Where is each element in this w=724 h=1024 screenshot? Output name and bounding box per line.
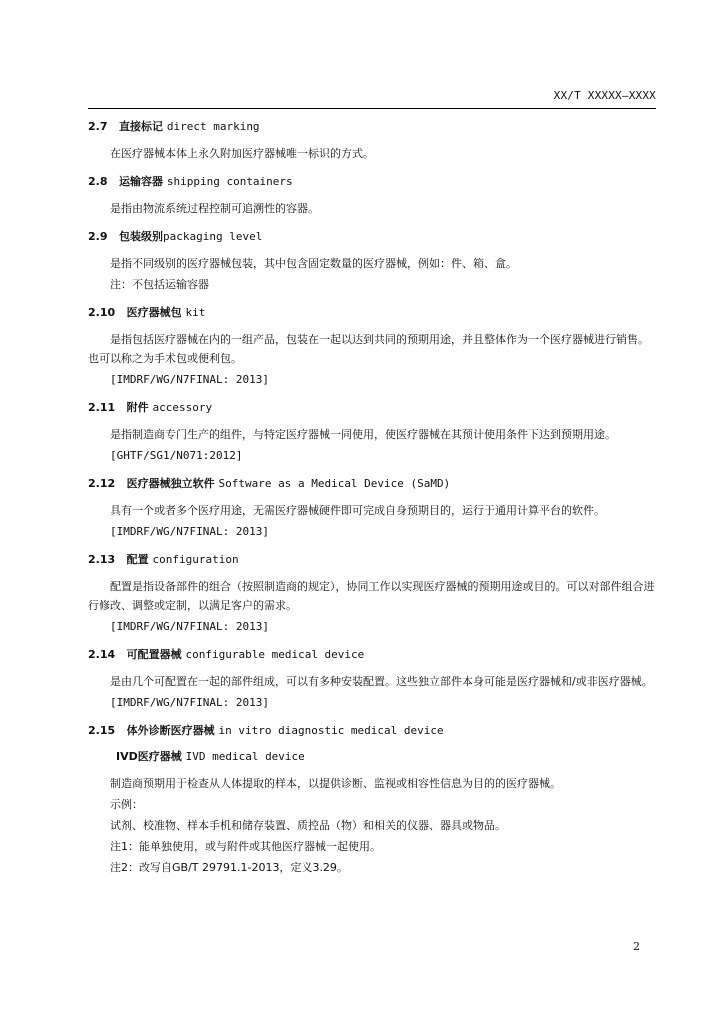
term-zh: 配置 bbox=[126, 553, 149, 566]
header-rule bbox=[88, 108, 656, 109]
synonym-zh: IVD医疗器械 bbox=[116, 750, 182, 763]
term-heading bbox=[88, 304, 656, 322]
reference-citation: [IMDRF/WG/N7FINAL: 2013] bbox=[110, 373, 269, 386]
term-number: 2.11 bbox=[88, 401, 116, 414]
section-2-7 bbox=[88, 118, 656, 163]
term-heading bbox=[88, 399, 656, 417]
reference-citation: [GHTF/SG1/N071:2012] bbox=[110, 449, 243, 462]
term-number: 2.12 bbox=[88, 477, 116, 490]
definition-text: 具有一个或者多个医疗用途，无需医疗器械硬件即可完成自身预期目的，运行于通用计算平台的软件。 bbox=[110, 504, 605, 517]
term-en: direct marking bbox=[166, 120, 260, 133]
section-2-9 bbox=[88, 228, 656, 294]
term-zh: 运输容器 bbox=[119, 175, 163, 188]
term-heading bbox=[88, 228, 656, 246]
note-text: 注：不包括运输容器 bbox=[110, 278, 209, 291]
term-number: 2.10 bbox=[88, 306, 116, 319]
definition-text: 是指包括医疗器械在内的一组产品，包装在一起以达到共同的预期用途，并且整体作为一个医疗器械进行销售。也可以称之为手术包或便利包。 bbox=[88, 333, 649, 365]
term-zh: 附件 bbox=[126, 401, 149, 414]
section-2-15 bbox=[88, 722, 656, 877]
term-en: packaging level bbox=[163, 230, 263, 243]
reference-citation: [IMDRF/WG/N7FINAL: 2013] bbox=[110, 525, 269, 538]
term-number: 2.14 bbox=[88, 648, 116, 661]
definition-text: 制造商预期用于检查从人体提取的样本，以提供诊断、监视或相容性信息为目的的医疗器械。 bbox=[110, 777, 561, 790]
term-en: in vitro diagnostic medical device bbox=[218, 724, 444, 737]
term-zh: 可配置器械 bbox=[126, 648, 182, 661]
note-1-text: 注1：能单独使用，或与附件或其他医疗器械一起使用。 bbox=[110, 840, 381, 853]
reference-citation: [IMDRF/WG/N7FINAL: 2013] bbox=[110, 620, 269, 633]
example-text: 试剂、校准物、样本手机和储存装置、质控品（物）和相关的仪器、器具或物品。 bbox=[110, 819, 506, 832]
definition-text: 是由几个可配置在一起的部件组成，可以有多种安装配置。这些独立部件本身可能是医疗器械和/或非医疗器械。 bbox=[110, 675, 653, 688]
term-heading bbox=[88, 173, 656, 191]
section-2-12 bbox=[88, 475, 656, 541]
page-number: 2 bbox=[633, 940, 640, 953]
term-en: kit bbox=[185, 306, 206, 319]
reference-citation: [IMDRF/WG/N7FINAL: 2013] bbox=[110, 696, 269, 709]
synonym-term bbox=[88, 748, 656, 766]
section-2-13 bbox=[88, 551, 656, 636]
synonym-en: IVD medical device bbox=[185, 750, 305, 763]
term-heading bbox=[88, 475, 656, 493]
term-heading bbox=[88, 118, 656, 136]
term-heading bbox=[88, 646, 656, 664]
definition-text: 是指不同级别的医疗器械包装，其中包含固定数量的医疗器械，例如：件、箱、盒。 bbox=[110, 257, 517, 270]
definition-text: 是指由物流系统过程控制可追溯性的容器。 bbox=[110, 202, 319, 215]
term-zh: 体外诊断医疗器械 bbox=[126, 724, 215, 737]
term-zh: 包装级别 bbox=[119, 230, 163, 243]
term-heading bbox=[88, 551, 656, 569]
term-en: configuration bbox=[152, 553, 239, 566]
term-en: Software as a Medical Device (SaMD) bbox=[218, 477, 451, 490]
definition-text: 在医疗器械本体上永久附加医疗器械唯一标识的方式。 bbox=[110, 147, 374, 160]
term-zh: 医疗器械包 bbox=[126, 306, 182, 319]
section-2-8 bbox=[88, 173, 656, 218]
term-zh: 直接标记 bbox=[119, 120, 163, 133]
example-label: 示例： bbox=[110, 798, 143, 811]
term-heading bbox=[88, 722, 656, 740]
section-2-14 bbox=[88, 646, 656, 712]
definition-text: 是指制造商专门生产的组件，与特定医疗器械一同使用，使医疗器械在其预计使用条件下达到预期用途。 bbox=[110, 428, 616, 441]
standard-code-header: XX/T XXXXX—XXXX bbox=[553, 89, 656, 102]
section-2-10 bbox=[88, 304, 656, 389]
term-number: 2.15 bbox=[88, 724, 116, 737]
term-en: accessory bbox=[152, 401, 213, 414]
term-number: 2.7 bbox=[88, 120, 108, 133]
term-zh: 医疗器械独立软件 bbox=[126, 477, 215, 490]
term-number: 2.8 bbox=[88, 175, 108, 188]
note-2-text: 注2：改写自GB/T 29791.1-2013，定义3.29。 bbox=[110, 861, 348, 874]
definition-text: 配置是指设备部件的组合（按照制造商的规定），协同工作以实现医疗器械的预期用途或目的。可以对部件组合进行修改、调整或定制，以满足客户的需求。 bbox=[88, 580, 655, 612]
term-en: shipping containers bbox=[166, 175, 293, 188]
document-body bbox=[88, 118, 656, 887]
section-2-11 bbox=[88, 399, 656, 465]
term-number: 2.13 bbox=[88, 553, 116, 566]
term-number: 2.9 bbox=[88, 230, 108, 243]
term-en: configurable medical device bbox=[185, 648, 365, 661]
